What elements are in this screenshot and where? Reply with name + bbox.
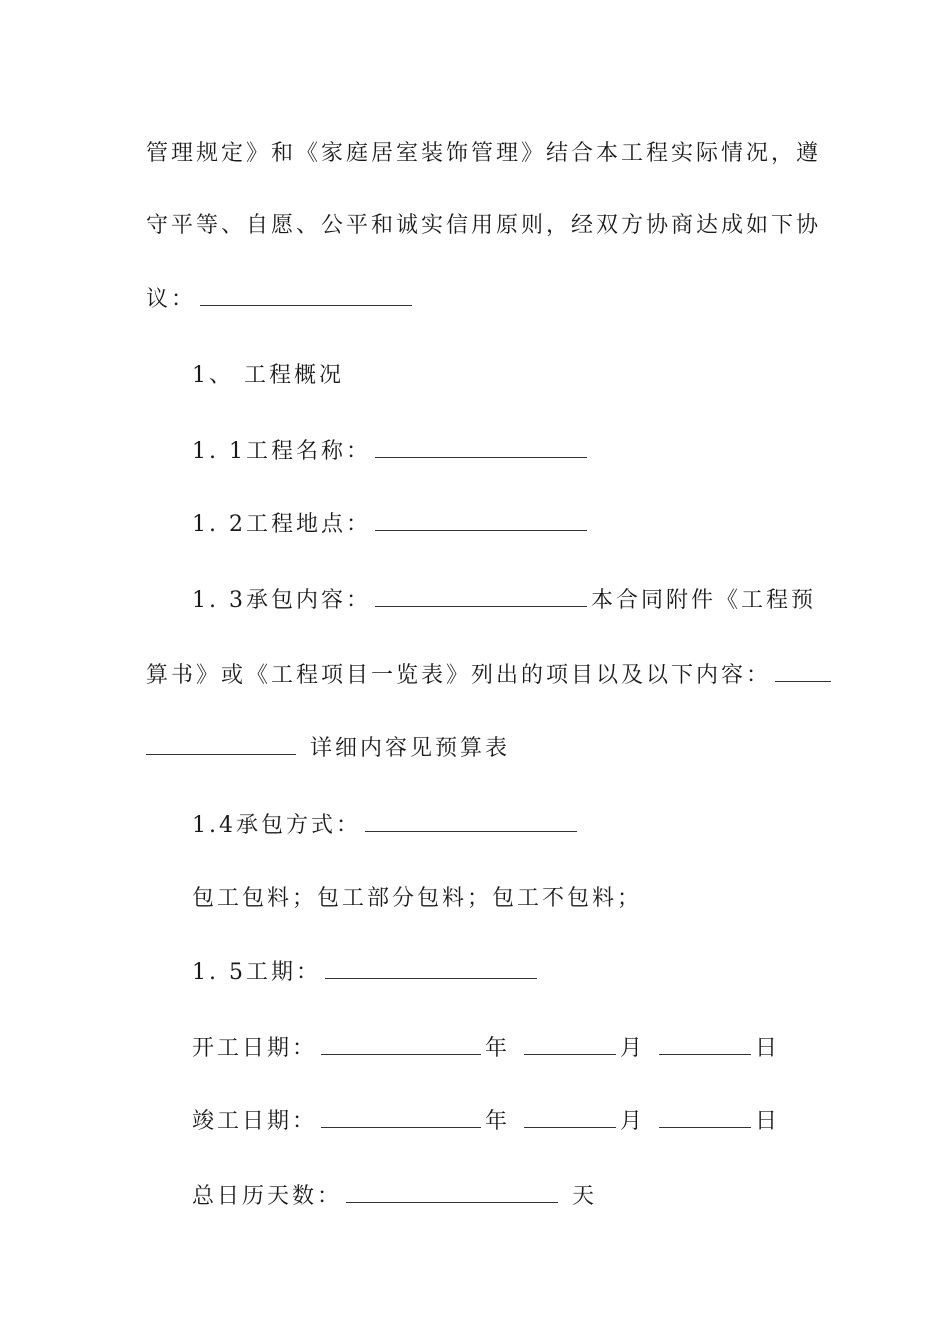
end-month-blank[interactable] xyxy=(524,1107,616,1128)
paragraph-line-2 xyxy=(146,211,821,241)
contract-scope-line-2 xyxy=(146,661,831,691)
end-date-label: 竣工日期： xyxy=(192,1109,318,1134)
start-month-blank[interactable] xyxy=(524,1034,616,1055)
month-label: 月 xyxy=(620,1036,646,1061)
paragraph-text: 议： xyxy=(146,287,197,312)
contract-method-row xyxy=(192,811,581,841)
end-day-blank[interactable] xyxy=(659,1107,751,1128)
contract-scope-row xyxy=(192,586,816,616)
paragraph-text: 管理规定》和《家庭居室装饰管理》结合本工程实际情况，遵 xyxy=(146,141,822,166)
start-day-blank[interactable] xyxy=(659,1034,751,1055)
duration-row xyxy=(192,958,541,988)
paragraph-text: 守平等、自愿、公平和诚实信用原则，经双方协商达成如下协 xyxy=(146,213,822,238)
total-days-label: 总日历天数： xyxy=(192,1184,343,1209)
duration-blank[interactable] xyxy=(325,958,537,979)
project-name-row xyxy=(192,437,591,467)
start-date-label: 开工日期： xyxy=(192,1036,318,1061)
day-label: 日 xyxy=(755,1109,781,1134)
contract-scope-label: 1. 3承包内容： xyxy=(192,588,371,613)
paragraph-line-1 xyxy=(146,139,821,169)
contract-method-blank[interactable] xyxy=(365,811,577,832)
contract-scope-text: 本合同附件《工程预 xyxy=(590,588,816,613)
contract-method-options xyxy=(192,884,642,914)
start-date-row xyxy=(192,1034,780,1064)
year-label: 年 xyxy=(485,1036,511,1061)
agreement-blank[interactable] xyxy=(200,285,412,306)
end-year-blank[interactable] xyxy=(321,1107,481,1128)
total-days-blank[interactable] xyxy=(346,1182,558,1203)
section-heading xyxy=(192,361,344,391)
day-label: 日 xyxy=(755,1036,781,1061)
project-location-label: 1. 2工程地点： xyxy=(192,512,371,537)
section-heading-text: 1、 工程概况 xyxy=(192,363,344,388)
contract-scope-blank[interactable] xyxy=(375,586,587,607)
month-label: 月 xyxy=(620,1109,646,1134)
scope-extra-blank[interactable] xyxy=(775,661,831,682)
contract-scope-text-2: 算书》或《工程项目一览表》列出的项目以及以下内容： xyxy=(146,663,772,688)
total-days-unit: 天 xyxy=(572,1184,598,1209)
scope-extra-blank-continued[interactable] xyxy=(146,734,296,755)
project-location-blank[interactable] xyxy=(375,510,587,531)
year-label: 年 xyxy=(485,1109,511,1134)
paragraph-line-3 xyxy=(146,285,416,315)
project-name-label: 1. 1工程名称： xyxy=(192,439,371,464)
contract-method-label: 1.4承包方式： xyxy=(192,813,361,838)
project-name-blank[interactable] xyxy=(375,437,587,458)
duration-label: 1. 5工期： xyxy=(192,960,321,985)
contract-scope-text-3: 详细内容见预算表 xyxy=(310,736,511,761)
contract-scope-line-3 xyxy=(146,734,510,764)
contract-method-options-text: 包工包料；包工部分包料；包工不包料； xyxy=(192,886,643,911)
end-date-row xyxy=(192,1107,780,1137)
project-location-row xyxy=(192,510,591,540)
start-year-blank[interactable] xyxy=(321,1034,481,1055)
total-days-row xyxy=(192,1182,597,1212)
